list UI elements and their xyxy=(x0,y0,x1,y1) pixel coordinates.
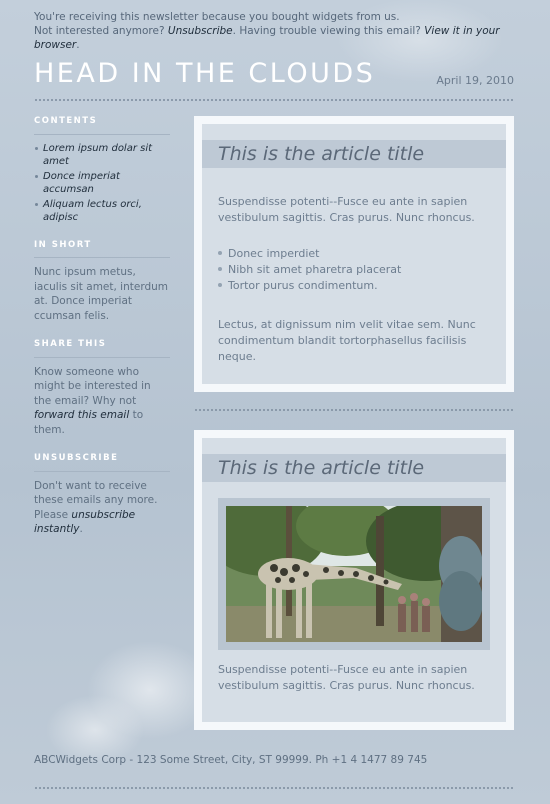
giraffe-photo xyxy=(226,506,482,642)
article-bullet: Nibh sit amet pharetra placerat xyxy=(218,262,490,278)
footer-address: ABCWidgets Corp - 123 Some Street, City, ST 99999. Ph +1 4 1477 89 745 xyxy=(34,754,428,766)
article-card-2-inner xyxy=(202,438,506,722)
article-bullet: Donec imperdiet xyxy=(218,246,490,262)
share-heading: SHARE THIS xyxy=(34,337,170,358)
unsubscribe-instantly-link[interactable]: unsubscribe instantly xyxy=(34,508,136,535)
contents-link[interactable]: Aliquam lectus orci, adipisc xyxy=(34,198,170,224)
unsubscribe-link[interactable]: Unsubscribe xyxy=(167,25,233,37)
unsubscribe-section xyxy=(34,451,170,537)
forward-email-link[interactable]: forward this email xyxy=(34,409,130,421)
article-card-1 xyxy=(194,116,514,392)
newsletter-title: HEAD IN THE CLOUDS xyxy=(34,58,376,89)
photo-frame xyxy=(218,498,490,650)
article-card-1-inner xyxy=(202,124,506,384)
contents-heading: CONTENTS xyxy=(34,114,170,135)
in-short-text: Nunc ipsum metus, iaculis sit amet, interdum at. Donce imperiat ccumsan felis. xyxy=(34,266,169,322)
contents-link[interactable]: Donce imperiat accumsan xyxy=(34,170,170,196)
preheader-line-2: Not interested anymore? Unsubscribe. Having trouble viewing this email? View it in your browser. xyxy=(34,25,500,51)
article-outro: Lectus, at dignissum nim velit vitae sem. Nunc condimentum blandit tortorphasellus facilisis neque. xyxy=(218,318,476,363)
article-text: Suspendisse potenti--Fusce eu ante in sapien vestibulum sagittis. Cras purus. Nunc rhoncus. xyxy=(218,663,475,692)
in-short-heading: IN SHORT xyxy=(34,238,170,259)
footer-divider xyxy=(34,786,514,790)
in-short-section xyxy=(34,238,170,324)
preheader-line-1: You're receiving this newsletter because you bought widgets from us. xyxy=(34,11,400,23)
article-divider xyxy=(194,408,514,412)
article-bullet-list xyxy=(218,246,490,294)
article-intro: Suspendisse potenti--Fusce eu ante in sapien vestibulum sagittis. Cras purus. Nunc rhoncus. xyxy=(218,195,475,224)
contents-list xyxy=(34,142,170,224)
masthead xyxy=(34,58,514,92)
article-title: This is the article title xyxy=(202,140,506,168)
contents-section xyxy=(34,114,170,224)
sidebar xyxy=(34,114,170,551)
preheader xyxy=(34,10,524,52)
article-card-2 xyxy=(194,430,514,730)
header-divider xyxy=(34,98,514,102)
share-text: Know someone who might be interested in the email? Why not forward this email to them. xyxy=(34,365,151,436)
unsubscribe-text: Don't want to receive these emails any more. Please unsubscribe instantly. xyxy=(34,479,158,535)
article-bullet: Tortor purus condimentum. xyxy=(218,278,490,294)
view-in-browser-link[interactable]: View it in your browser xyxy=(34,25,500,51)
contents-link[interactable]: Lorem ipsum dolar sit amet xyxy=(34,142,170,168)
unsubscribe-heading: UNSUBSCRIBE xyxy=(34,451,170,472)
issue-date: April 19, 2010 xyxy=(436,74,514,87)
share-section xyxy=(34,337,170,437)
article-title: This is the article title xyxy=(202,454,506,482)
